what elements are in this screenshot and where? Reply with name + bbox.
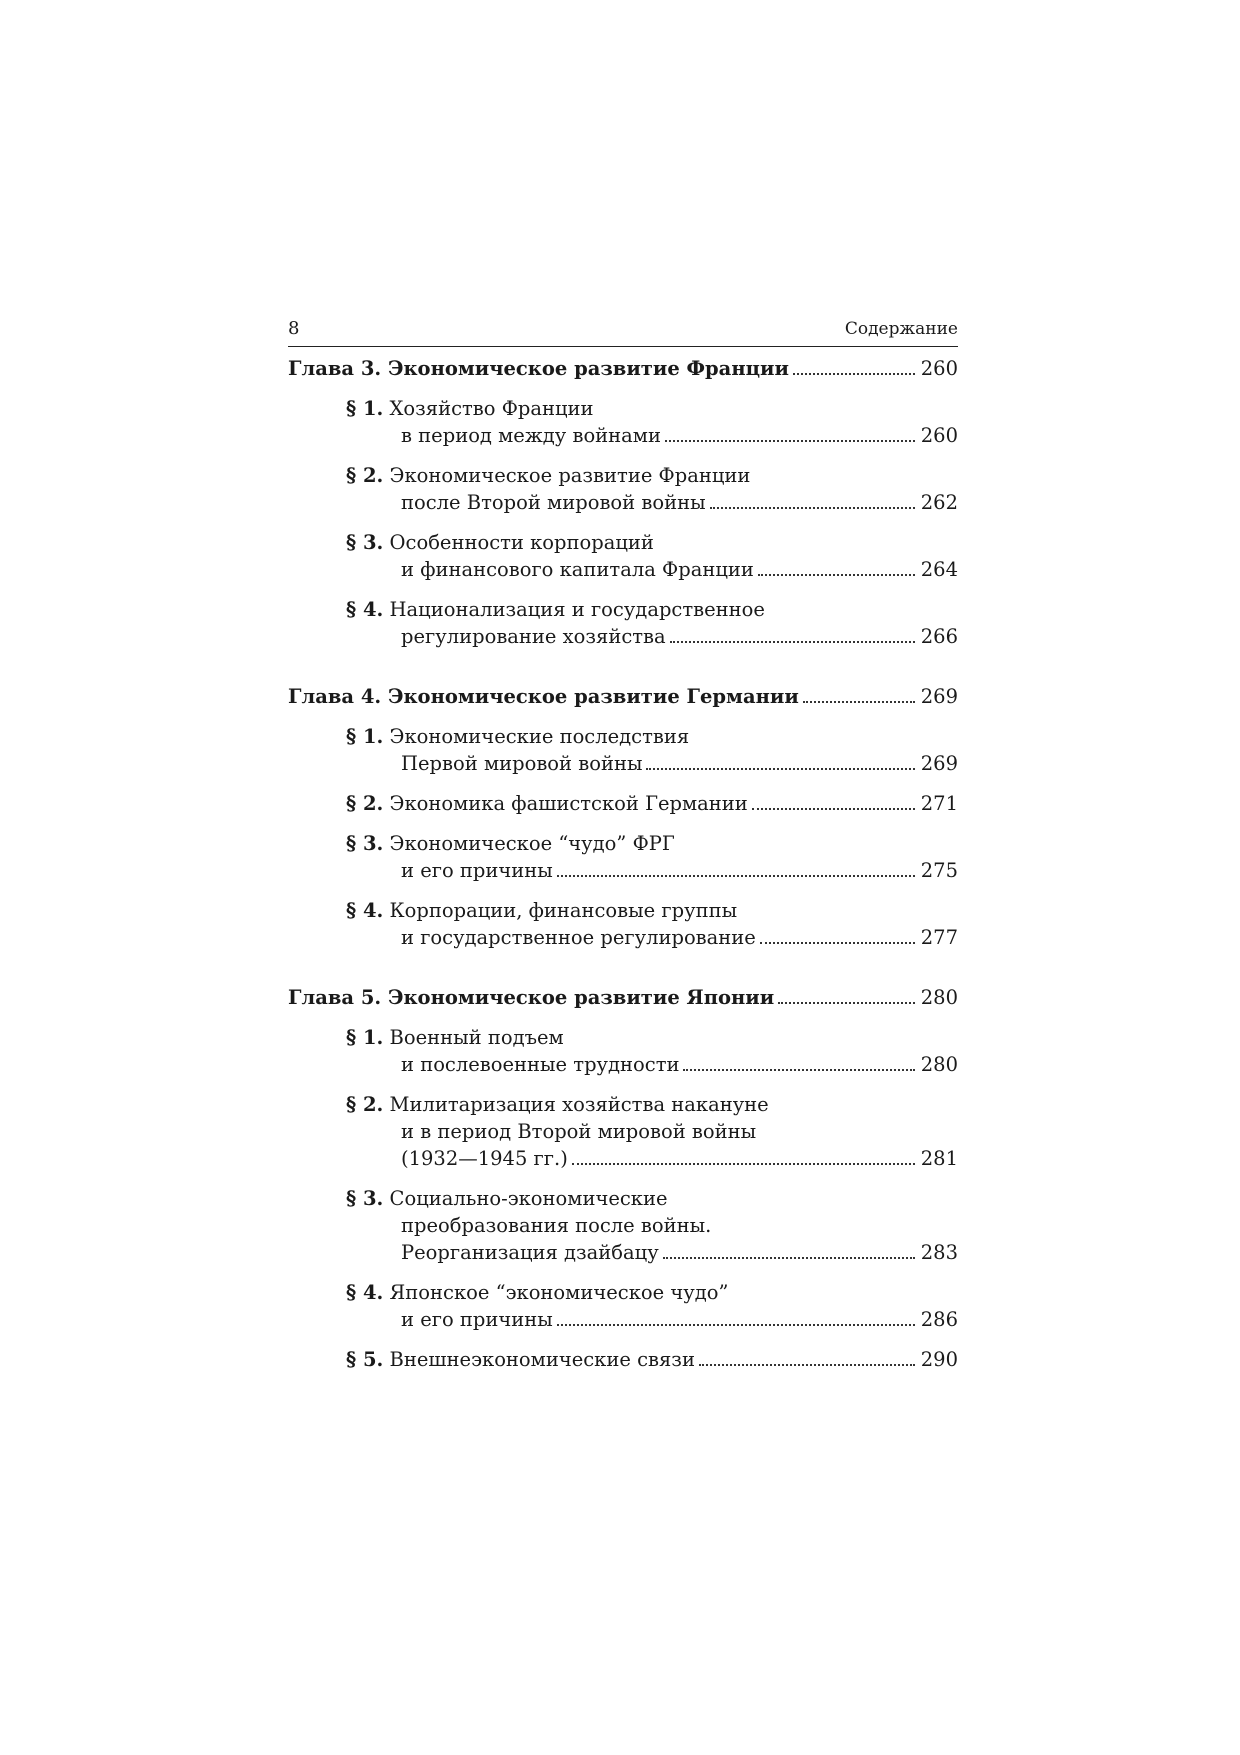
section-title-line: и финансового капитала Франции	[401, 558, 754, 581]
section-number: § 5.	[346, 1348, 384, 1371]
section-number: § 3.	[346, 531, 384, 554]
section-number: § 2.	[346, 792, 384, 815]
section-title-line: Экономическое “чудо” ФРГ	[389, 832, 675, 855]
dot-leader	[572, 1163, 915, 1165]
section-title: Внешнеэкономические связи	[389, 1348, 695, 1371]
toc-section-entry[interactable]	[346, 1279, 958, 1333]
section-page-number: 290	[920, 1348, 958, 1371]
dot-leader	[758, 574, 915, 576]
section-page-number: 271	[920, 792, 958, 815]
section-title-line: и послевоенные трудности	[401, 1053, 680, 1076]
section-page-number: 264	[920, 558, 958, 581]
dot-leader	[663, 1257, 915, 1259]
toc-section-entry[interactable]	[346, 1185, 958, 1266]
toc-section-entry[interactable]	[346, 830, 958, 884]
chapter-title: Глава 5. Экономическое развитие Японии	[288, 986, 775, 1009]
section-page-number: 283	[920, 1241, 958, 1264]
dot-leader	[699, 1364, 915, 1366]
section-number: § 4.	[346, 1281, 384, 1304]
section-title-line: Хозяйство Франции	[389, 397, 594, 420]
section-title-line: в период между войнами	[401, 424, 661, 447]
toc-chapter-entry[interactable]	[288, 683, 958, 710]
section-title-line: преобразования после войны.	[401, 1214, 712, 1237]
toc-section-entry[interactable]	[346, 790, 958, 817]
running-head	[288, 318, 958, 347]
section-title-line: Национализация и государственное	[389, 598, 765, 621]
section-title-line: и в период Второй мировой войны	[401, 1120, 757, 1143]
dot-leader	[683, 1069, 914, 1071]
dot-leader	[646, 768, 914, 770]
toc-section-entry[interactable]	[346, 596, 958, 650]
section-title-line: Первой мировой войны	[401, 752, 643, 775]
section-page-number: 262	[920, 491, 958, 514]
dot-leader	[670, 641, 915, 643]
section-number: § 2.	[346, 1093, 384, 1116]
section-number: § 1.	[346, 725, 384, 748]
section-title-line: Японское “экономическое чудо”	[389, 1281, 729, 1304]
chapter-page-number: 260	[920, 357, 958, 380]
section-number: § 3.	[346, 832, 384, 855]
toc-chapter-entry[interactable]	[288, 355, 958, 382]
toc-section-entry[interactable]	[346, 462, 958, 516]
section-page-number: 286	[920, 1308, 958, 1331]
dot-leader	[665, 440, 915, 442]
toc-section-entry[interactable]	[346, 395, 958, 449]
chapter-title: Глава 3. Экономическое развитие Франции	[288, 357, 789, 380]
running-title: Содержание	[844, 319, 958, 339]
section-number: § 4.	[346, 598, 384, 621]
section-page-number: 260	[920, 424, 958, 447]
section-title-line: Корпорации, финансовые группы	[389, 899, 738, 922]
toc-chapter-entry[interactable]	[288, 984, 958, 1011]
toc-section-entry[interactable]	[346, 723, 958, 777]
section-page-number: 280	[920, 1053, 958, 1076]
dot-leader	[778, 1002, 915, 1004]
dot-leader	[760, 942, 915, 944]
dot-leader	[557, 1324, 915, 1326]
section-title: Экономика фашистской Германии	[389, 792, 748, 815]
section-page-number: 277	[920, 926, 958, 949]
chapter-title: Глава 4. Экономическое развитие Германии	[288, 685, 799, 708]
section-title-line: Реорганизация дзайбацу	[401, 1241, 659, 1264]
section-page-number: 266	[920, 625, 958, 648]
section-title-line: и его причины	[401, 1308, 553, 1331]
toc-page	[288, 318, 958, 1373]
section-title-line: Особенности корпораций	[389, 531, 654, 554]
table-of-contents	[288, 355, 958, 1373]
section-title-line: (1932—1945 гг.)	[401, 1147, 568, 1170]
toc-section-entry[interactable]	[346, 1346, 958, 1373]
section-number: § 1.	[346, 397, 384, 420]
section-number: § 4.	[346, 899, 384, 922]
section-page-number: 281	[920, 1147, 958, 1170]
toc-section-entry[interactable]	[346, 1024, 958, 1078]
section-title-line: регулирование хозяйства	[401, 625, 666, 648]
section-title-line: Военный подъем	[389, 1026, 564, 1049]
dot-leader	[557, 875, 915, 877]
section-title-line: Милитаризация хозяйства накануне	[389, 1093, 769, 1116]
page-number: 8	[288, 318, 300, 339]
chapter-page-number: 269	[920, 685, 958, 708]
section-number: § 1.	[346, 1026, 384, 1049]
section-page-number: 269	[920, 752, 958, 775]
section-title-line: и государственное регулирование	[401, 926, 756, 949]
dot-leader	[752, 808, 915, 810]
section-title-line: Экономические последствия	[389, 725, 690, 748]
section-title-line: Экономическое развитие Франции	[389, 464, 751, 487]
dot-leader	[710, 507, 915, 509]
dot-leader	[793, 373, 915, 375]
section-title-line: и его причины	[401, 859, 553, 882]
section-number: § 3.	[346, 1187, 384, 1210]
section-title-line: после Второй мировой войны	[401, 491, 706, 514]
section-page-number: 275	[920, 859, 958, 882]
chapter-page-number: 280	[920, 986, 958, 1009]
dot-leader	[803, 701, 915, 703]
toc-section-entry[interactable]	[346, 897, 958, 951]
toc-section-entry[interactable]	[346, 1091, 958, 1172]
section-title-line: Социально-экономические	[389, 1187, 668, 1210]
section-number: § 2.	[346, 464, 384, 487]
toc-section-entry[interactable]	[346, 529, 958, 583]
